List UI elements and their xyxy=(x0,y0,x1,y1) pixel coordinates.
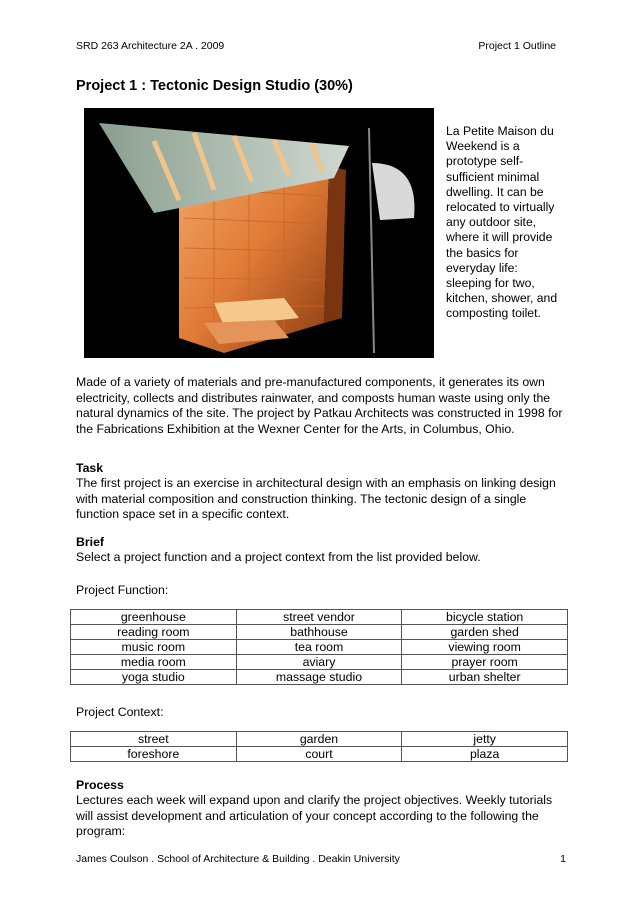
header-doc-title: Project 1 Outline xyxy=(478,40,556,52)
brief-heading: Brief xyxy=(76,535,105,549)
table-cell: jetty xyxy=(402,732,568,747)
table-cell: massage studio xyxy=(236,670,402,685)
table-cell: bicycle station xyxy=(402,610,568,625)
table-row xyxy=(71,747,568,762)
table-row xyxy=(71,655,568,670)
table-cell: court xyxy=(236,747,402,762)
table-cell: bathhouse xyxy=(236,625,402,640)
table-cell: music room xyxy=(71,640,237,655)
table-cell: tea room xyxy=(236,640,402,655)
photo-caption: La Petite Maison du Weekend is a prototype self-sufficient minimal dwelling. It can be relocated to virtually any outdoor site, where it will provide the basics for everyday life: sleeping for two, kitchen, shower, and composting toilet. xyxy=(446,124,558,321)
table-cell: street xyxy=(71,732,237,747)
table-cell: yoga studio xyxy=(71,670,237,685)
table-cell: plaza xyxy=(402,747,568,762)
brief-body: Select a project function and a project context from the list provided below. xyxy=(76,550,481,564)
intro-paragraph: Made of a variety of materials and pre-manufactured components, it generates its own electricity, collects and distributes rainwater, and composts human waste using only the natural dynamics of the site. The project by Patkau Architects was constructed in 1998 for the Fabrications Exhibition at the Wexner Center for the Arts, in Columbus, Ohio. xyxy=(76,375,563,436)
dwelling-illustration xyxy=(84,108,434,358)
table-row xyxy=(71,610,568,625)
table-cell: street vendor xyxy=(236,610,402,625)
table-cell: aviary xyxy=(236,655,402,670)
function-label: Project Function: xyxy=(76,583,169,597)
table-cell: urban shelter xyxy=(402,670,568,685)
table-cell: media room xyxy=(71,655,237,670)
footer-author: James Coulson . School of Architecture & Building . Deakin University xyxy=(76,853,400,865)
table-cell: viewing room xyxy=(402,640,568,655)
table-row xyxy=(71,625,568,640)
table-cell: garden xyxy=(236,732,402,747)
page-title: Project 1 : Tectonic Design Studio (30%) xyxy=(76,78,353,94)
table-row xyxy=(71,732,568,747)
table-cell: garden shed xyxy=(402,625,568,640)
table-row xyxy=(71,670,568,685)
table-cell: reading room xyxy=(71,625,237,640)
task-heading: Task xyxy=(76,461,104,475)
function-table xyxy=(70,609,568,685)
header-course: SRD 263 Architecture 2A . 2009 xyxy=(76,40,225,52)
context-table xyxy=(70,731,568,762)
project-photo xyxy=(84,108,434,358)
context-label: Project Context: xyxy=(76,705,164,719)
page-number: 1 xyxy=(560,853,566,865)
table-row xyxy=(71,640,568,655)
process-heading: Process xyxy=(76,778,124,792)
table-cell: greenhouse xyxy=(71,610,237,625)
table-cell: foreshore xyxy=(71,747,237,762)
process-body: Lectures each week will expand upon and clarify the project objectives. Weekly tutorials will assist development and articulation of your concept according to the following the program: xyxy=(76,793,553,839)
task-body: The first project is an exercise in architectural design with an emphasis on linking design with material composition and construction thinking. The tectonic design of a single function space set in a specific context. xyxy=(76,476,556,522)
table-cell: prayer room xyxy=(402,655,568,670)
